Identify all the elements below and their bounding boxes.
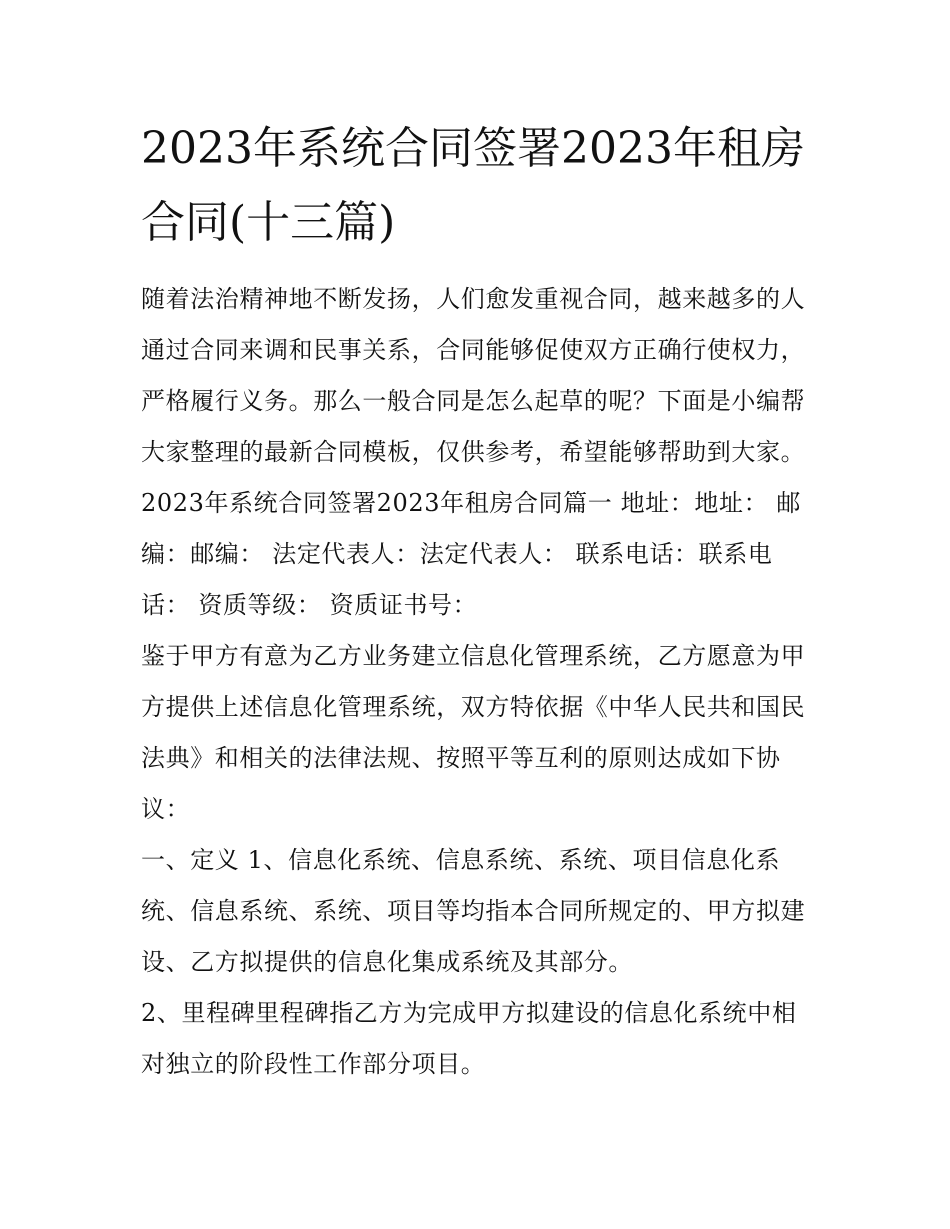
paragraph-intro: 随着法治精神地不断发扬，人们愈发重视合同，越来越多的人通过合同来调和民事关系，合同能够促使双方正确行使权力，严格履行义务。那么一般合同是怎么起草的呢？下面是小编帮大家整理的最新合同模板，仅供参考，希望能够帮助到大家。2023年系统合同签署2023年租房合同篇一 地址：地址： 邮编：邮编： 法定代表人：法定代表人： 联系电话：联系电话： 资质等级： 资质证书号： (141, 285, 806, 619)
document-title: 2023年系统合同签署2023年租房合同(十三篇) (141, 123, 805, 248)
document-page (141, 112, 821, 1090)
paragraph-definition-2: 2、里程碑里程碑指乙方为完成甲方拟建设的信息化系统中相对独立的阶段性工作部分项目。 (141, 999, 797, 1078)
paragraph-preamble: 鉴于甲方有意为乙方业务建立信息化管理系统，乙方愿意为甲方提供上述信息化管理系统，双方特依据《中华人民共和国民法典》和相关的法律法规、按照平等互利的原则达成如下协议： (141, 642, 806, 823)
paragraph-definition-1: 一、定义 1、信息化系统、信息系统、系统、项目信息化系统、信息系统、系统、项目等均指本合同所规定的、甲方拟建设、乙方拟提供的信息化集成系统及其部分。 (141, 846, 806, 976)
document-body (141, 274, 821, 1090)
